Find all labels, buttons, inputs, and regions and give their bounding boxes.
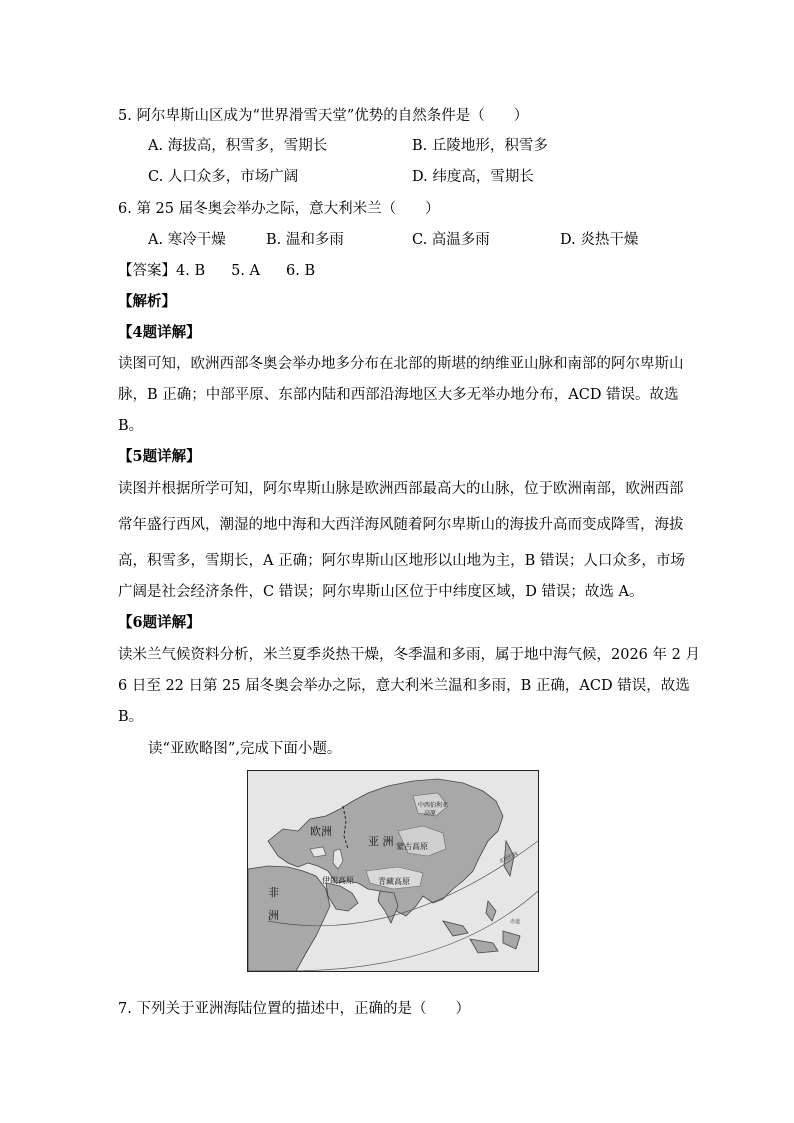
- detail6-line: 6 日至 22 日第 25 届冬奥会举办之际，意大利米兰温和多雨，B 正确，ACD 错误，故选: [118, 678, 690, 694]
- detail5-line: 高，积雪多，雪期长，A 正确；阿尔卑斯山区地形以山地为主，B 错误；人口众多，市场: [118, 553, 685, 569]
- analysis-label: 【解析】: [118, 293, 176, 310]
- q6-stem: 6. 第 25 届冬奥会举办之际，意大利米兰（ ）: [118, 201, 440, 217]
- map-label-central-siberia: 中西伯利亚: [418, 802, 449, 809]
- map-label-africa-1: 非: [268, 886, 279, 899]
- q5-stem: 5. 阿尔卑斯山区成为“世界滑雪天堂”优势的自然条件是（ ）: [118, 108, 529, 124]
- detail4-title: 【4题详解】: [118, 324, 201, 341]
- q6-option-b: B. 温和多雨: [266, 232, 344, 248]
- map-label-mongolia: 蒙古高原: [396, 842, 428, 851]
- q5-option-d: D. 纬度高，雪期长: [412, 169, 534, 185]
- detail6-line: 读米兰气候资料分析，米兰夏季炎热干燥，冬季温和多雨，属于地中海气候，2026 年 2 月: [118, 647, 700, 663]
- detail4-line: 读图可知，欧洲西部冬奥会举办地多分布在北部的斯堪的纳维亚山脉和南部的阿尔卑斯山: [118, 356, 684, 372]
- q6-option-d: D. 炎热干燥: [560, 232, 639, 248]
- map-label-equator: 赤道: [510, 919, 521, 925]
- detail5-line: 读图并根据所学可知，阿尔卑斯山脉是欧洲西部最高大的山脉，位于欧洲南部，欧洲西部: [118, 481, 684, 497]
- answer-label: 【答案】: [118, 263, 176, 279]
- detail5-line: 广阔是社会经济条件，C 错误；阿尔卑斯山区位于中纬度区域，D 错误；故选 A。: [118, 584, 644, 600]
- detail5-title: 【5题详解】: [118, 448, 201, 465]
- q5-option-c: C. 人口众多，市场广阔: [148, 169, 299, 185]
- map-label-tropic: 北回归线: [498, 850, 519, 865]
- map-intro: 读“亚欧略图”,完成下面小题。: [148, 741, 342, 757]
- detail5-line: 常年盛行西风，潮湿的地中海和大西洋海风随着阿尔卑斯山的海拔升高而变成降雪，海拔: [118, 517, 684, 533]
- map-label-tibet: 青藏高原: [378, 877, 410, 886]
- map-label-europe: 欧洲: [310, 825, 332, 838]
- answer-item: 6. B: [286, 263, 316, 279]
- detail4-line: B。: [118, 418, 144, 434]
- q7-stem: 7. 下列关于亚洲海陆位置的描述中，正确的是（ ）: [118, 1001, 470, 1017]
- map-label-asia: 亚 洲: [368, 835, 394, 848]
- map-svg: [248, 771, 538, 971]
- answer-line: [118, 259, 341, 280]
- map-label-plateau: 高原: [424, 810, 437, 817]
- detail4-line: 脉，B 正确；中部平原、东部内陆和西部沿海地区大多无举办地分布，ACD 错误。故选: [118, 387, 679, 403]
- map-label-iran: 伊朗高原: [322, 876, 354, 885]
- q5-option-b: B. 丘陵地形，积雪多: [412, 138, 548, 154]
- detail6-title: 【6题详解】: [118, 614, 201, 631]
- detail6-line: B。: [118, 709, 144, 725]
- answer-item: 5. A: [231, 263, 261, 279]
- q6-option-a: A. 寒冷干燥: [148, 232, 226, 248]
- answer-item: 4. B: [176, 263, 206, 279]
- map-label-africa-2: 洲: [268, 909, 279, 922]
- asia-europe-map: [247, 770, 539, 972]
- q6-option-c: C. 高温多雨: [412, 232, 490, 248]
- q5-option-a: A. 海拔高，积雪多，雪期长: [148, 138, 328, 154]
